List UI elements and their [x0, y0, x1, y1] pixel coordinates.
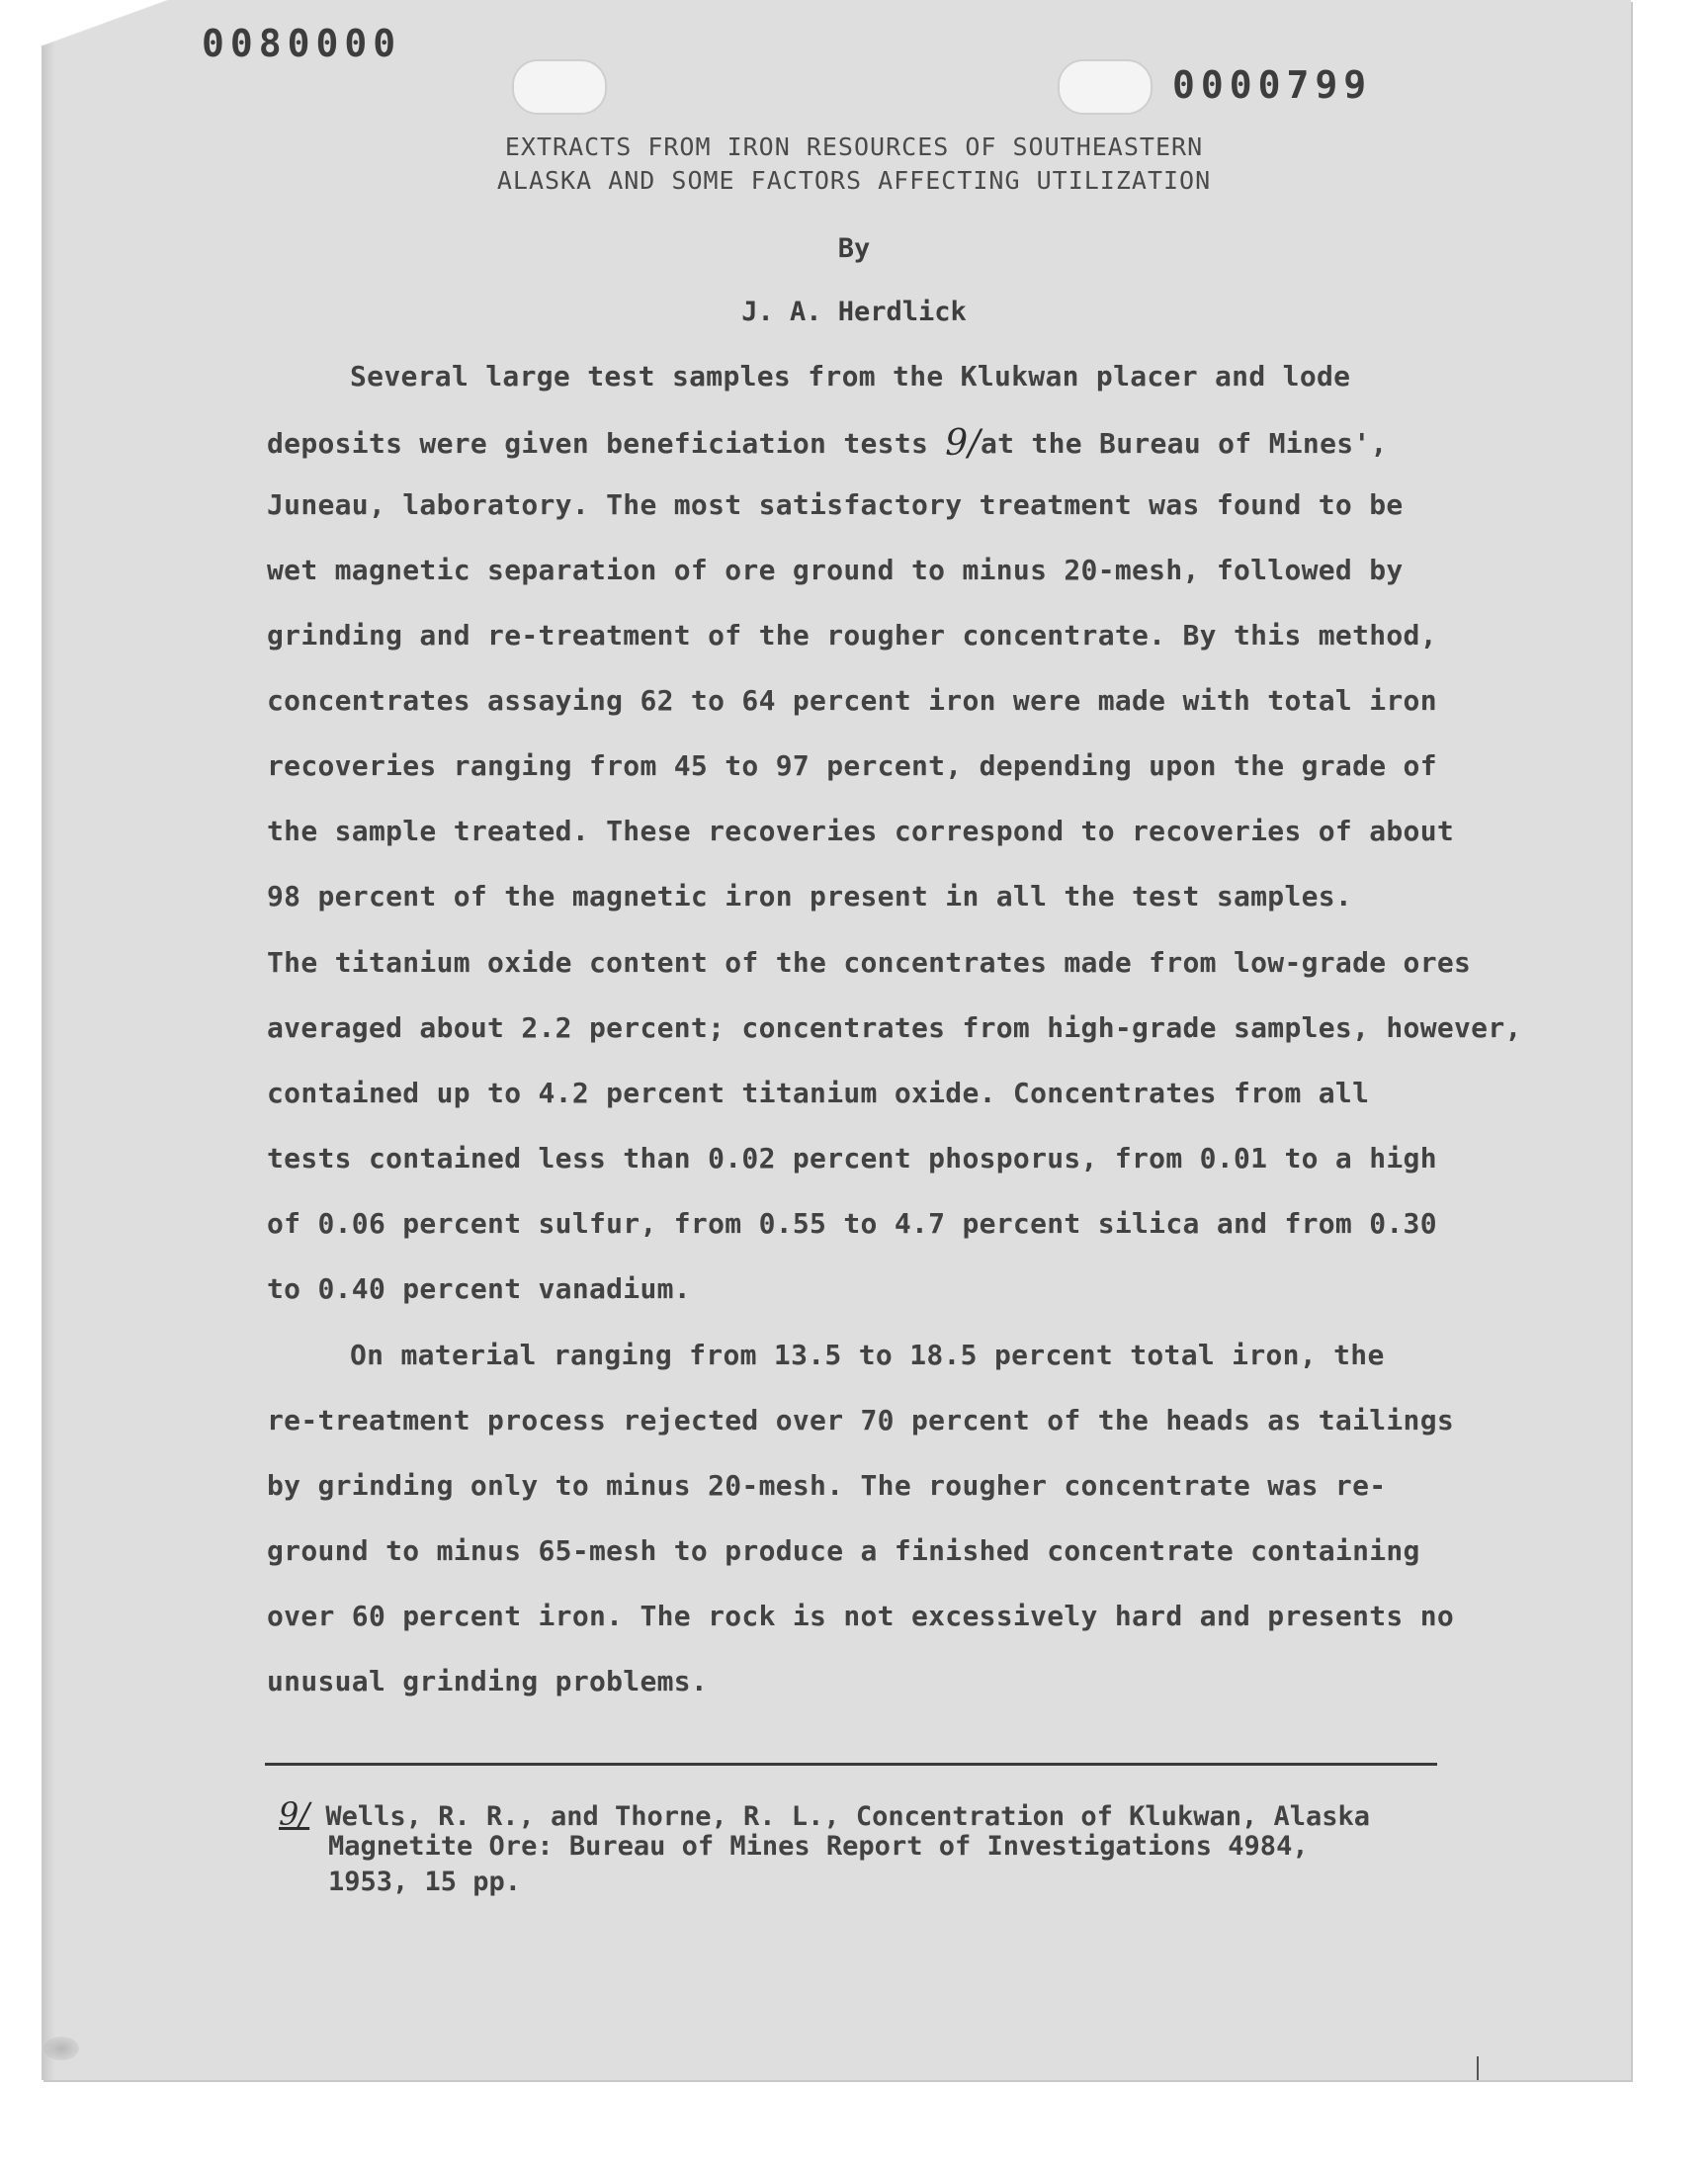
paragraph-1-line: wet magnetic separation of ore ground to minus 20-mesh, followed by	[267, 554, 1404, 586]
paragraph-2-line: ground to minus 65-mesh to produce a finished concentrate containing	[267, 1534, 1420, 1567]
paragraph-1-line: averaged about 2.2 percent; concentrates from high-grade samples, however,	[267, 1011, 1522, 1044]
paragraph-1-line: tests contained less than 0.02 percent phosporus, from 0.01 to a high	[267, 1142, 1437, 1174]
byline-author: J. A. Herdlick	[741, 297, 967, 327]
paragraph-1-line: to 0.40 percent vanadium.	[267, 1272, 691, 1305]
paragraph-2-line: unusual grinding problems.	[267, 1665, 709, 1697]
page-smudge	[43, 2037, 79, 2060]
footnote-line	[279, 1795, 1370, 1833]
document-serial-left: 0080000	[202, 22, 402, 65]
paragraph-1-line: concentrates assaying 62 to 64 percent iron were made with total iron	[267, 684, 1437, 717]
document-title-line-2: ALASKA AND SOME FACTORS AFFECTING UTILIZATION	[496, 166, 1212, 195]
paragraph-1-line: grinding and re-treatment of the rougher concentrate. By this method,	[267, 619, 1437, 652]
document-serial-right: 0000799	[1172, 63, 1373, 107]
paragraph-1-line-text: deposits were given beneficiation tests	[267, 427, 946, 460]
punch-hole-left	[512, 59, 607, 115]
footnote-line: Magnetite Ore: Bureau of Mines Report of Investigations 4984,	[328, 1831, 1309, 1862]
paragraph-1-line: of 0.06 percent sulfur, from 0.55 to 4.7 percent silica and from 0.30	[267, 1207, 1437, 1240]
paragraph-2-line: On material ranging from 13.5 to 18.5 percent total iron, the	[350, 1339, 1385, 1371]
paragraph-1-line: Several large test samples from the Klukwan placer and lode	[350, 360, 1351, 392]
document-title-line-1: EXTRACTS FROM IRON RESOURCES OF SOUTHEASTERN	[504, 132, 1204, 161]
paragraph-1-line: the sample treated. These recoveries correspond to recoveries of about	[267, 815, 1455, 847]
punch-hole-right	[1058, 59, 1153, 115]
page-edge-mark	[1477, 2056, 1479, 2080]
footnote-reference-mark: 9/	[945, 423, 981, 464]
footnote-mark: 9/	[279, 1795, 310, 1833]
footnote-divider	[265, 1763, 1437, 1766]
page-corner-damage	[42, 0, 190, 59]
footnote-text: Wells, R. R., and Thorne, R. L., Concentration of Klukwan, Alaska	[325, 1801, 1371, 1832]
paragraph-1-line-text: at the Bureau of Mines',	[980, 427, 1388, 460]
paragraph-1-line: recoveries ranging from 45 to 97 percent, depending upon the grade of	[267, 749, 1437, 782]
paragraph-1-line: 98 percent of the magnetic iron present in all the test samples.	[267, 880, 1353, 913]
footnote-line: 1953, 15 pp.	[328, 1867, 522, 1897]
paragraph-1-line: The titanium oxide content of the concentrates made from low-grade ores	[267, 946, 1472, 979]
paragraph-1-line: contained up to 4.2 percent titanium oxide. Concentrates from all	[267, 1077, 1370, 1109]
byline-by: By	[837, 233, 871, 264]
paragraph-1-line: Juneau, laboratory. The most satisfactory treatment was found to be	[267, 488, 1404, 521]
paragraph-2-line: by grinding only to minus 20-mesh. The rougher concentrate was re-	[267, 1469, 1387, 1502]
paragraph-2-line: over 60 percent iron. The rock is not excessively hard and presents no	[267, 1600, 1455, 1632]
paragraph-1-line	[267, 423, 1388, 464]
paragraph-2-line: re-treatment process rejected over 70 percent of the heads as tailings	[267, 1404, 1455, 1436]
